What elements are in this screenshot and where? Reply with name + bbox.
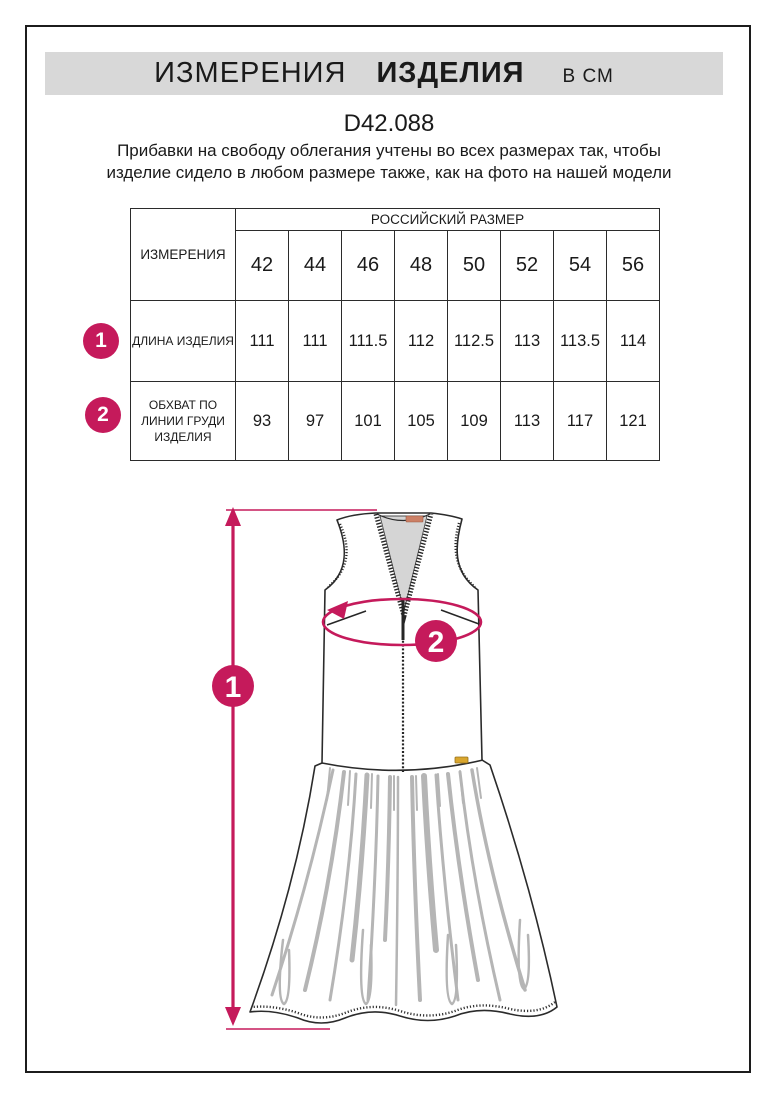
title-word-garment: ИЗДЕЛИЯ <box>376 57 525 89</box>
length-value: 112 <box>395 301 448 382</box>
size-cell: 56 <box>607 231 660 301</box>
product-code: D42.088 <box>343 110 435 137</box>
waist-brand-label <box>455 757 468 763</box>
length-value: 111 <box>289 301 342 382</box>
chest-value: 93 <box>236 382 289 461</box>
title-unit-cm: В СМ <box>562 66 614 87</box>
size-cell: 50 <box>448 231 501 301</box>
russian-size-header-cell: РОССИЙСКИЙ РАЗМЕР <box>236 209 660 231</box>
chest-value: 113 <box>501 382 554 461</box>
size-cell: 46 <box>342 231 395 301</box>
row-label-length: ДЛИНА ИЗДЕЛИЯ <box>131 301 236 382</box>
measurements-header-cell: ИЗМЕРЕНИЯ <box>131 209 236 301</box>
chest-value: 101 <box>342 382 395 461</box>
length-value: 113.5 <box>554 301 607 382</box>
size-cell: 54 <box>554 231 607 301</box>
row-label-chest-girth: ОБХВАТ ПО ЛИНИИ ГРУДИ ИЗДЕЛИЯ <box>131 382 236 461</box>
length-arrowhead-down <box>225 1007 241 1026</box>
row-marker-1-number: 1 <box>95 329 107 352</box>
diagram-marker-1-number: 1 <box>224 671 242 704</box>
size-cell: 42 <box>236 231 289 301</box>
chest-value: 109 <box>448 382 501 461</box>
length-value: 111.5 <box>342 301 395 382</box>
size-cell: 44 <box>289 231 342 301</box>
length-value: 113 <box>501 301 554 382</box>
length-value: 114 <box>607 301 660 382</box>
chest-value: 105 <box>395 382 448 461</box>
chest-value: 121 <box>607 382 660 461</box>
fit-note: Прибавки на свободу облегания учтены во всех размерах так, чтобы изделие сидело в любом размере также, как на фото на нашей модели <box>106 141 672 183</box>
chest-value: 117 <box>554 382 607 461</box>
length-value: 111 <box>236 301 289 382</box>
diagram-marker-2-number: 2 <box>427 626 445 659</box>
title-word-measurements: ИЗМЕРЕНИЯ <box>154 57 347 89</box>
chest-value: 97 <box>289 382 342 461</box>
length-value: 112.5 <box>448 301 501 382</box>
row-marker-2-number: 2 <box>97 403 109 426</box>
size-cell: 48 <box>395 231 448 301</box>
neck-brand-tag <box>406 516 423 522</box>
size-cell: 52 <box>501 231 554 301</box>
